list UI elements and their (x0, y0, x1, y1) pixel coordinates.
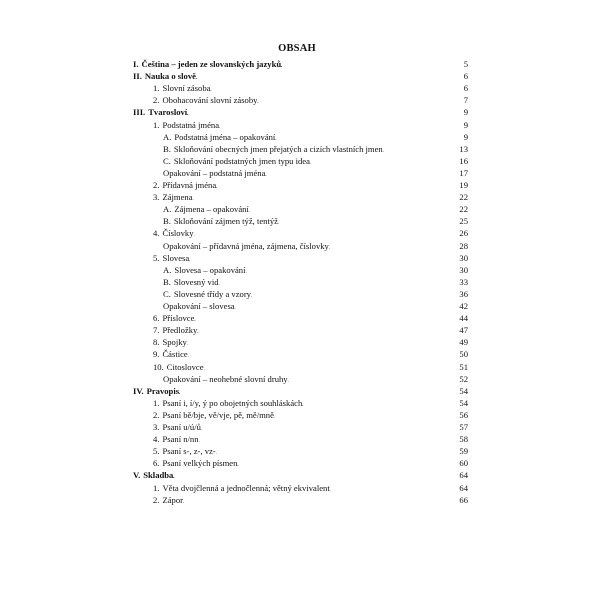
toc-entry-page: 54 (459, 385, 468, 396)
toc-entry-page: 26 (459, 228, 468, 239)
toc-entry-page: 60 (459, 458, 468, 469)
toc-entry-page: 56 (459, 409, 468, 420)
toc-entry-label: Zápor (162, 494, 183, 505)
toc-entry (163, 288, 468, 300)
toc-entry (153, 119, 468, 131)
toc-entry-number: 2. (153, 494, 160, 505)
toc-entry (163, 215, 468, 227)
toc-entry-page: 52 (459, 373, 468, 384)
toc-entry-page: 22 (459, 192, 468, 203)
toc-entry-label: Opakování – přídavná jména, zájmena, číslovky (163, 240, 329, 251)
toc-entry-label: Skloňování podstatných jmen typu idea (173, 155, 310, 166)
toc-entry-number: 9. (153, 349, 160, 360)
toc-entry-page: 57 (459, 422, 468, 432)
toc-entry-number: II. (133, 71, 142, 82)
toc-entry-label: Psaní velkých písmen (162, 458, 238, 469)
toc-entry-number: 7. (153, 325, 160, 336)
toc-entry (153, 482, 468, 494)
toc-entry-number: 4. (153, 434, 160, 445)
toc-leader-dots (183, 494, 459, 509)
toc-entry (153, 191, 468, 203)
toc-entry-page: 16 (459, 155, 468, 166)
toc-entry-number: 8. (153, 337, 160, 348)
toc-entry-label: Skladba (143, 470, 174, 481)
page-title: OBSAH (278, 43, 316, 54)
toc-entry-number: 2. (153, 409, 160, 420)
toc-entry-label: Psaní bě/bje, vě/vje, pě, mě/mně (162, 409, 274, 420)
toc-entry (153, 324, 468, 336)
toc-entry-page: 17 (459, 167, 468, 178)
toc-entry-page: 44 (459, 313, 468, 324)
toc-entry-number: 2. (153, 180, 160, 190)
toc-entry-page: 33 (459, 276, 468, 287)
toc-entry-page: 42 (459, 301, 468, 311)
toc-entry-number: 4. (153, 228, 160, 239)
toc-entry (153, 312, 468, 324)
toc-entry (163, 373, 468, 385)
toc-entry (153, 421, 468, 433)
toc-entry-label: Tvarosloví (148, 107, 188, 118)
toc-entry-number: B. (163, 276, 171, 287)
toc-entry (133, 469, 468, 481)
toc-entry (163, 240, 468, 252)
toc-entry-label: Slovesa – opakování (174, 264, 246, 275)
toc-entry (133, 106, 468, 118)
toc-entry-label: Předložky (162, 325, 198, 336)
toc-entry-label: Citoslovce (166, 361, 204, 372)
toc-entry-page: 22 (459, 204, 468, 215)
toc-entry-number: III. (133, 107, 146, 118)
toc-entry-label: Slovesa (162, 252, 190, 263)
toc-entry-page: 54 (459, 397, 468, 408)
toc-entry (153, 227, 468, 239)
toc-entry-label: Psaní s-, z-, vz- (162, 446, 216, 457)
toc-entry-number: 10. (153, 361, 164, 372)
toc-entry-label: Obohacování slovní zásoby (162, 95, 258, 106)
toc-entry-page: 36 (459, 288, 468, 299)
toc-entry-page: 9 (463, 131, 468, 142)
toc-entry (153, 252, 468, 264)
toc-entry-label: Opakování – slovesa (163, 301, 235, 311)
toc-entry-label: Psaní n/nn (162, 434, 199, 445)
toc-entry-label: Přídavná jména (162, 180, 217, 190)
toc-entry (153, 348, 468, 360)
toc-entry-number: 5. (153, 252, 160, 263)
toc-entry-number: 1. (153, 83, 160, 94)
toc-entry-label: Slovní zásoba (162, 83, 211, 94)
toc-entry-label: Spojky (162, 337, 187, 348)
toc-entry (153, 336, 468, 348)
toc-entry (153, 457, 468, 469)
toc-entry (163, 143, 468, 155)
toc-entry-page: 9 (463, 119, 468, 130)
toc-entry-label: Příslovce (162, 313, 195, 324)
toc-entry-number: 3. (153, 422, 160, 432)
toc-entry-label: Částice (162, 349, 188, 360)
toc-entry-number: 1. (153, 397, 160, 408)
toc-entry-label: Pravopis (146, 385, 180, 396)
toc-entry (153, 409, 468, 421)
toc-entry (163, 155, 468, 167)
toc-entry (133, 58, 468, 70)
toc-entry (163, 300, 468, 312)
toc-entry-label: Podstatná jména (162, 119, 220, 130)
toc-entry (163, 131, 468, 143)
toc-entry-page: 13 (459, 143, 468, 154)
toc-entry-page: 7 (463, 95, 468, 106)
toc-entry-number: A. (163, 204, 172, 215)
toc-entry-number: A. (163, 264, 172, 275)
toc-entry-page: 49 (459, 337, 468, 348)
toc-entry-number: 6. (153, 458, 160, 469)
toc-entry-number: 5. (153, 446, 160, 457)
toc-entry (163, 167, 468, 179)
toc-entry-page: 19 (459, 180, 468, 190)
toc-entry (133, 70, 468, 82)
toc-entry-page: 47 (459, 325, 468, 336)
toc-entry-page: 5 (463, 59, 468, 69)
toc-entry-label: Nauka o slově (144, 71, 196, 82)
toc-entry-label: Číslovky (162, 228, 194, 239)
toc-entry (163, 203, 468, 215)
toc-entry (163, 264, 468, 276)
toc-entry-page: 9 (463, 107, 468, 118)
toc-entry-page: 50 (459, 349, 468, 360)
toc-entry-label: Skloňování obecných jmen přejatých a cizích vlastních jmen (173, 143, 383, 154)
toc-entry-label: Slovesné třídy a vzory (173, 288, 251, 299)
toc-entry-number: V. (133, 470, 141, 481)
toc-entry (133, 385, 468, 397)
toc-entry-label: Zájmena (162, 192, 193, 203)
toc-entry-number: B. (163, 216, 171, 227)
toc-entry-label: Psaní u/ú/ů (162, 422, 201, 432)
toc-entry-number: 1. (153, 482, 160, 493)
toc-entry-page: 64 (459, 470, 468, 481)
toc-entry-label: Opakování – podstatná jména (163, 167, 266, 178)
toc-entry-label: Věta dvojčlenná a jednočlenná; větný ekvivalent (162, 482, 330, 493)
toc-entry-page: 6 (463, 71, 468, 82)
toc-entry-label: Psaní i, í/y, ý po obojetných souhláskách (162, 397, 303, 408)
toc-entry-number: B. (163, 143, 171, 154)
toc-entry (153, 433, 468, 445)
toc-entry-number: 6. (153, 313, 160, 324)
toc-entry-label: Opakování – neohebné slovní druhy (163, 373, 288, 384)
toc-entry (153, 361, 468, 373)
toc-entry (153, 397, 468, 409)
toc-entry-number: A. (163, 131, 172, 142)
toc-entry (153, 82, 468, 94)
toc-entry (153, 94, 468, 106)
toc-entry-page: 64 (459, 482, 468, 493)
toc-entry-number: C. (163, 288, 171, 299)
toc-entry-page: 30 (459, 252, 468, 263)
toc-entry-page: 59 (459, 446, 468, 457)
toc-entry-page: 28 (459, 240, 468, 251)
toc-entry (163, 276, 468, 288)
toc-entry-number: IV. (133, 385, 144, 396)
toc-entry-page: 66 (459, 494, 468, 505)
toc-entry (153, 445, 468, 457)
toc-entry-number: 2. (153, 95, 160, 106)
toc-entry-number: I. (133, 59, 139, 69)
toc-entry-number: C. (163, 155, 171, 166)
toc-entry-page: 6 (463, 83, 468, 94)
toc-entry-number: 1. (153, 119, 160, 130)
toc-entry-label: Zájmena – opakování (174, 204, 249, 215)
toc-entry (153, 494, 468, 506)
toc-entry-label: Slovesný vid (173, 276, 219, 287)
toc-entry-page: 25 (459, 216, 468, 227)
toc-entry-label: Skloňování zájmen týž, tentýž (173, 216, 278, 227)
toc-entry (153, 179, 468, 191)
toc-entry-page: 51 (459, 361, 468, 372)
toc-entry-label: Čeština – jeden ze slovanských jazyků (141, 59, 282, 69)
toc-entry-page: 30 (459, 264, 468, 275)
toc-entry-label: Podstatná jména – opakování (174, 131, 276, 142)
toc-entry-number: 3. (153, 192, 160, 203)
toc-entry-page: 58 (459, 434, 468, 445)
